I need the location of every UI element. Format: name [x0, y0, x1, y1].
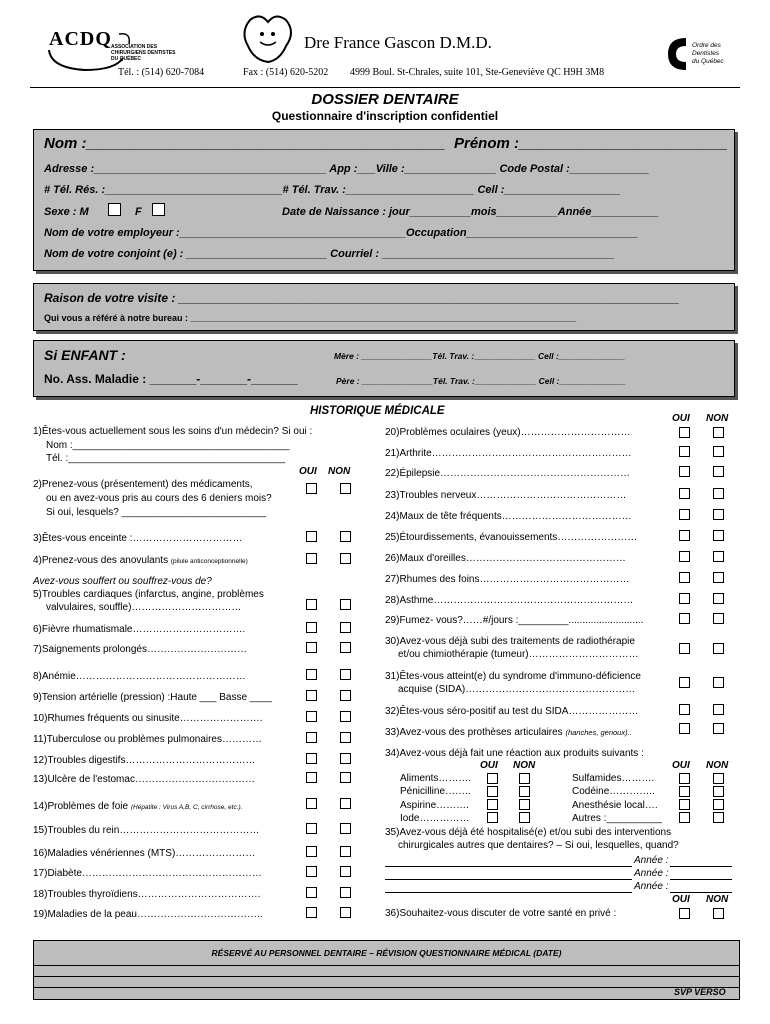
- q21-oui-checkbox[interactable]: [679, 446, 690, 457]
- q32-non-checkbox[interactable]: [713, 704, 724, 715]
- review-line-2[interactable]: [34, 976, 739, 977]
- q34-label: 34)Avez-vous déjà fait une réaction aux produits suivants :: [385, 748, 644, 759]
- q2-label-b: ou en avez-vous pris au cours des 6 deniers mois?: [46, 493, 272, 504]
- acdq-sub-2: CHIRURGIENS DENTISTES: [111, 50, 176, 56]
- anesthesie-label: Anesthésie local….: [572, 800, 658, 811]
- q8-label: 8)Anémie……………………………………………: [33, 671, 246, 682]
- tooth-logo-icon: [238, 10, 298, 66]
- child-section: [33, 340, 735, 397]
- q36-non-checkbox[interactable]: [713, 908, 724, 919]
- q28-non-checkbox[interactable]: [713, 593, 724, 604]
- q23-non-checkbox[interactable]: [713, 488, 724, 499]
- q25-oui-checkbox[interactable]: [679, 530, 690, 541]
- identity-section: [33, 129, 735, 271]
- q10-label: 10)Rhumes fréquents ou sinusite…………………….: [33, 713, 263, 724]
- conjoint-field[interactable]: Nom de votre conjoint (e) : _______________________ Courriel : ______________________________________: [44, 248, 615, 260]
- q11-non-checkbox[interactable]: [340, 732, 351, 743]
- sexe-m-checkbox[interactable]: [108, 203, 121, 216]
- q5-oui-checkbox[interactable]: [306, 599, 317, 610]
- q5-non-checkbox[interactable]: [340, 599, 351, 610]
- q9-label: 9)Tension artérielle (pression) :Haute ___ Basse ____: [33, 692, 273, 703]
- hist-title: HISTORIQUE MÉDICALE: [310, 405, 445, 417]
- raison-field[interactable]: Raison de votre visite : ___________________________________________________________________________: [44, 291, 680, 305]
- q13-oui-checkbox[interactable]: [306, 772, 317, 783]
- q5-label-a: 5)Troubles cardiaques (infarctus, angine, problèmes: [33, 589, 264, 600]
- q1-tel-field[interactable]: Tél. :_______________________________________: [46, 453, 286, 464]
- q7-oui-checkbox[interactable]: [306, 642, 317, 653]
- q34-left-oui-header: OUI: [480, 760, 498, 771]
- right-oui-header: OUI: [672, 413, 690, 424]
- codeine-oui-checkbox[interactable]: [679, 786, 690, 797]
- ass-maladie-field[interactable]: No. Ass. Maladie : _______-_______-_______: [44, 372, 298, 386]
- q12-label: 12)Troubles digestifs…………………………………: [33, 755, 256, 766]
- q12-non-checkbox[interactable]: [340, 753, 351, 764]
- verso-label: SVP VERSO: [674, 987, 726, 997]
- ordre-line-1: Ordre des: [692, 42, 721, 49]
- ordre-logo-icon: [662, 34, 692, 74]
- q17-non-checkbox[interactable]: [340, 866, 351, 877]
- sulfamides-oui-checkbox[interactable]: [679, 773, 690, 784]
- q35-line-1[interactable]: [385, 866, 632, 867]
- anesthesie-oui-checkbox[interactable]: [679, 799, 690, 810]
- q36-oui-checkbox[interactable]: [679, 908, 690, 919]
- q34-left-non-header: NON: [513, 760, 536, 771]
- right-non-header: NON: [706, 413, 729, 424]
- q15-non-checkbox[interactable]: [340, 823, 351, 834]
- q5-label-b: valvulaires, souffle)……………………………: [46, 602, 242, 613]
- q4-label: [33, 555, 248, 566]
- q18-non-checkbox[interactable]: [340, 887, 351, 898]
- q2-oui-checkbox[interactable]: [306, 483, 317, 494]
- adresse-field[interactable]: Adresse :______________________________________ App :___Ville :_______________ Code Postal :_____________: [44, 163, 650, 175]
- codeine-non-checkbox[interactable]: [713, 786, 724, 797]
- avez-label: Avez-vous souffert ou souffrez-vous de?: [33, 576, 212, 587]
- q4-text: 4)Prenez-vous des anovulants: [33, 555, 169, 566]
- q35-annee-line-3[interactable]: [670, 892, 732, 893]
- q35-annee-line-1[interactable]: [670, 866, 732, 867]
- header-divider: [30, 87, 740, 88]
- q16-non-checkbox[interactable]: [340, 846, 351, 857]
- aliments-non-checkbox[interactable]: [519, 773, 530, 784]
- q35-annee-2-label: Année :: [634, 868, 669, 879]
- q12-oui-checkbox[interactable]: [306, 753, 317, 764]
- naissance-field[interactable]: Date de Naissance : jour__________mois__________Année___________: [282, 206, 659, 218]
- autres-field[interactable]: Autres :__________: [572, 813, 663, 824]
- q15-label: 15)Troubles du rein……………………………………: [33, 825, 260, 836]
- aspirine-non-checkbox[interactable]: [519, 799, 530, 810]
- page-title: Dre France Gascon D.M.D.: [304, 33, 492, 52]
- doc-subtitle: Questionnaire d'inscription confidentiel: [271, 109, 499, 123]
- q13-non-checkbox[interactable]: [340, 772, 351, 783]
- q3-label: 3)Êtes-vous enceinte :……………………………: [33, 533, 243, 544]
- q7-label: 7)Saignements prolongés…………………………: [33, 644, 247, 655]
- q31-non-checkbox[interactable]: [713, 677, 724, 688]
- autres-oui-checkbox[interactable]: [679, 812, 690, 823]
- q27-label: 27)Rhumes des foins………………………………………: [385, 574, 630, 585]
- q35-annee-1-label: Année :: [634, 855, 669, 866]
- q35-annee-3-label: Année :: [634, 881, 669, 892]
- q14-small: (Hépatite : Virus A,B, C, cirrhose, etc.).: [130, 804, 243, 811]
- q34-right-oui-header: OUI: [672, 760, 690, 771]
- penicilline-label: Pénicilline……..: [400, 786, 471, 797]
- q7-non-checkbox[interactable]: [340, 642, 351, 653]
- q28-oui-checkbox[interactable]: [679, 593, 690, 604]
- left-oui-header: OUI: [299, 466, 317, 477]
- tel-field[interactable]: # Tél. Rés. :_____________________________# Tél. Trav. :_____________________ Cell :___________________: [44, 184, 621, 196]
- q14-non-checkbox[interactable]: [340, 798, 351, 809]
- penicilline-non-checkbox[interactable]: [519, 786, 530, 797]
- q23-label: 23)Troubles nerveux………………………………………: [385, 490, 627, 501]
- ordre-line-3: du Québec: [692, 58, 724, 65]
- q6-label: 6)Fièvre rhumatismale…………………………….: [33, 624, 246, 635]
- q14-text: 14)Problèmes de foie: [33, 801, 129, 812]
- q26-oui-checkbox[interactable]: [679, 551, 690, 562]
- acdq-logo-text: ACDQ: [49, 28, 112, 50]
- q20-label: 20)Problèmes oculaires (yeux)……………………………: [385, 427, 631, 438]
- acdq-logo: [45, 28, 205, 72]
- review-line-1[interactable]: [34, 965, 739, 966]
- q2-lesquels-field[interactable]: Si oui, lesquels? __________________________: [46, 507, 267, 518]
- acdq-sub-1: ASSOCIATION DES: [111, 44, 158, 50]
- q14-oui-checkbox[interactable]: [306, 798, 317, 809]
- q24-oui-checkbox[interactable]: [679, 509, 690, 520]
- q33-small: (hanches, genoux)..: [565, 728, 632, 737]
- q30-label-a: 30)Avez-vous déjà subi des traitements de radiothérapie: [385, 636, 635, 647]
- q36-oui-header: OUI: [672, 894, 690, 905]
- q34-right-non-header: NON: [706, 760, 729, 771]
- q31-label-b: acquise (SIDA)……………………………………………: [398, 684, 636, 695]
- q30-oui-checkbox[interactable]: [679, 643, 690, 654]
- q10-oui-checkbox[interactable]: [306, 711, 317, 722]
- q18-label: 18)Troubles thyroïdiens……………………………….: [33, 889, 261, 900]
- q3-oui-checkbox[interactable]: [306, 531, 317, 542]
- aspirine-oui-checkbox[interactable]: [487, 799, 498, 810]
- header-tel: Tél. : (514) 620-7084: [118, 67, 205, 78]
- q27-oui-checkbox[interactable]: [679, 572, 690, 583]
- q21-label: 21)Arthrite……………………………………………………: [385, 448, 632, 459]
- nom-field[interactable]: Nom :___________________________________________: [44, 135, 446, 152]
- ordre-text: [692, 42, 724, 66]
- q19-non-checkbox[interactable]: [340, 907, 351, 918]
- q32-label: 32)Êtes-vous séro-positif au test du SIDA…………………: [385, 706, 639, 717]
- ordre-line-2: Dentistes: [692, 50, 720, 57]
- q26-non-checkbox[interactable]: [713, 551, 724, 562]
- q13-label: 13)Ulcère de l'estomac………………………………: [33, 774, 255, 785]
- q35-label-a: 35)Avez-vous déjà été hospitalisé(e) et/ou subi des interventions: [385, 827, 672, 838]
- q19-oui-checkbox[interactable]: [306, 907, 317, 918]
- q11-oui-checkbox[interactable]: [306, 732, 317, 743]
- q4-non-checkbox[interactable]: [340, 553, 351, 564]
- q4-small: (pilule anticonceptionnelle): [170, 558, 248, 565]
- anesthesie-non-checkbox[interactable]: [713, 799, 724, 810]
- left-non-header: NON: [328, 466, 351, 477]
- q29-label: 29)Fumez- vous?……#/jours :_________...........................: [385, 615, 644, 626]
- q35-line-3[interactable]: [385, 892, 632, 893]
- q27-non-checkbox[interactable]: [713, 572, 724, 583]
- iode-oui-checkbox[interactable]: [487, 812, 498, 823]
- q30-label-b: et/ou chimiothérapie (tumeur)……………………………: [398, 649, 639, 660]
- acdq-sub-3: DU QUÉBEC: [111, 56, 142, 62]
- q8-non-checkbox[interactable]: [340, 669, 351, 680]
- sulfamides-non-checkbox[interactable]: [713, 773, 724, 784]
- q4-oui-checkbox[interactable]: [306, 553, 317, 564]
- sexe-label: Sexe : M: [44, 206, 89, 218]
- q30-non-checkbox[interactable]: [713, 643, 724, 654]
- q25-label: 25)Étourdissements, évanouissements……………………: [385, 532, 638, 543]
- q25-non-checkbox[interactable]: [713, 530, 724, 541]
- q17-label: 17)Diabète………………………………………………: [33, 868, 262, 879]
- q14-label: [33, 801, 242, 812]
- q16-label: 16)Maladies vénériennes (MTS)……………………: [33, 848, 256, 859]
- sexe-f-checkbox[interactable]: [152, 203, 165, 216]
- sexe-f-label: F: [135, 206, 142, 218]
- enfant-label: Si ENFANT :: [44, 347, 126, 363]
- q2-label-a: 2)Prenez-vous (présentement) des médicaments,: [33, 479, 253, 490]
- pere-field[interactable]: Père : _______________Tél. Trav. :_____________ Cell :______________: [336, 376, 626, 386]
- aspirine-label: Aspirine……….: [400, 800, 469, 811]
- q8-oui-checkbox[interactable]: [306, 669, 317, 680]
- q15-oui-checkbox[interactable]: [306, 823, 317, 834]
- q17-oui-checkbox[interactable]: [306, 866, 317, 877]
- header-address: 4999 Boul. St-Chrales, suite 101, Ste-Geneviève QC H9H 3M8: [350, 67, 605, 78]
- q18-oui-checkbox[interactable]: [306, 887, 317, 898]
- q2-non-checkbox[interactable]: [340, 483, 351, 494]
- q9-oui-checkbox[interactable]: [306, 690, 317, 701]
- doc-title: DOSSIER DENTAIRE: [311, 91, 459, 108]
- q33-oui-checkbox[interactable]: [679, 723, 690, 734]
- q36-non-header: NON: [706, 894, 729, 905]
- aliments-oui-checkbox[interactable]: [487, 773, 498, 784]
- mere-field[interactable]: Mère : _______________Tél. Trav. :_____________ Cell :______________: [334, 351, 625, 361]
- q6-non-checkbox[interactable]: [340, 622, 351, 633]
- q31-oui-checkbox[interactable]: [679, 677, 690, 688]
- q22-oui-checkbox[interactable]: [679, 466, 690, 477]
- q24-label: 24)Maux de tête fréquents…………………………………: [385, 511, 632, 522]
- penicilline-oui-checkbox[interactable]: [487, 786, 498, 797]
- q22-label: 22)Épilepsie…………………………………………………: [385, 468, 631, 479]
- q29-oui-checkbox[interactable]: [679, 613, 690, 624]
- q35-label-b: chirurgicales autres que dentaires? – Si oui, lesquelles, quand?: [398, 840, 679, 851]
- q9-non-checkbox[interactable]: [340, 690, 351, 701]
- q23-oui-checkbox[interactable]: [679, 488, 690, 499]
- q33-label: [385, 727, 632, 738]
- refere-field[interactable]: Qui vous a référé à notre bureau : _____________________________________________________________________________: [44, 313, 576, 323]
- q20-non-checkbox[interactable]: [713, 427, 724, 438]
- reserve-label: RÉSERVÉ AU PERSONNEL DENTAIRE – RÉVISION QUESTIONNAIRE MÉDICAL (DATE): [211, 948, 562, 958]
- q21-non-checkbox[interactable]: [713, 446, 724, 457]
- q20-oui-checkbox[interactable]: [679, 427, 690, 438]
- staff-review-section: [33, 940, 740, 1000]
- q33-non-checkbox[interactable]: [713, 723, 724, 734]
- q10-non-checkbox[interactable]: [340, 711, 351, 722]
- q35-line-2[interactable]: [385, 879, 632, 880]
- q29-non-checkbox[interactable]: [713, 613, 724, 624]
- employeur-field[interactable]: Nom de votre employeur :_____________________________________Occupation____________________________: [44, 227, 638, 239]
- prenom-field[interactable]: Prénom :_________________________: [454, 135, 728, 152]
- q19-label: 19)Maladies de la peau………………………………..: [33, 909, 263, 920]
- iode-label: Iode……………: [400, 813, 470, 824]
- visit-section: [33, 283, 735, 331]
- q16-oui-checkbox[interactable]: [306, 846, 317, 857]
- codeine-label: Codéine…………..: [572, 786, 655, 797]
- iode-non-checkbox[interactable]: [519, 812, 530, 823]
- q32-oui-checkbox[interactable]: [679, 704, 690, 715]
- q26-label: 26)Maux d'oreilles…………………………………………: [385, 553, 626, 564]
- q31-label-a: 31)Êtes-vous atteint(e) du syndrome d'immuno-déficience: [385, 671, 641, 682]
- q33-text: 33)Avez-vous des prothèses articulaires: [385, 727, 563, 738]
- q11-label: 11)Tuberculose ou problèmes pulmonaires…………: [33, 734, 262, 745]
- aliments-label: Aliments……….: [400, 773, 472, 784]
- q22-non-checkbox[interactable]: [713, 466, 724, 477]
- q6-oui-checkbox[interactable]: [306, 622, 317, 633]
- q28-label: 28)Asthme……………………………………………………: [385, 595, 634, 606]
- autres-non-checkbox[interactable]: [713, 812, 724, 823]
- q35-annee-line-2[interactable]: [670, 879, 732, 880]
- header-fax: Fax : (514) 620-5202: [243, 67, 329, 78]
- q36-label: 36)Souhaitez-vous discuter de votre santé en privé :: [385, 908, 617, 919]
- review-line-3[interactable]: [34, 987, 739, 988]
- sulfamides-label: Sulfamides……….: [572, 773, 655, 784]
- q24-non-checkbox[interactable]: [713, 509, 724, 520]
- q3-non-checkbox[interactable]: [340, 531, 351, 542]
- q1-nom-field[interactable]: Nom :_______________________________________: [46, 440, 290, 451]
- q1-label: 1)Êtes-vous actuellement sous les soins d'un médecin? Si oui :: [33, 426, 313, 437]
